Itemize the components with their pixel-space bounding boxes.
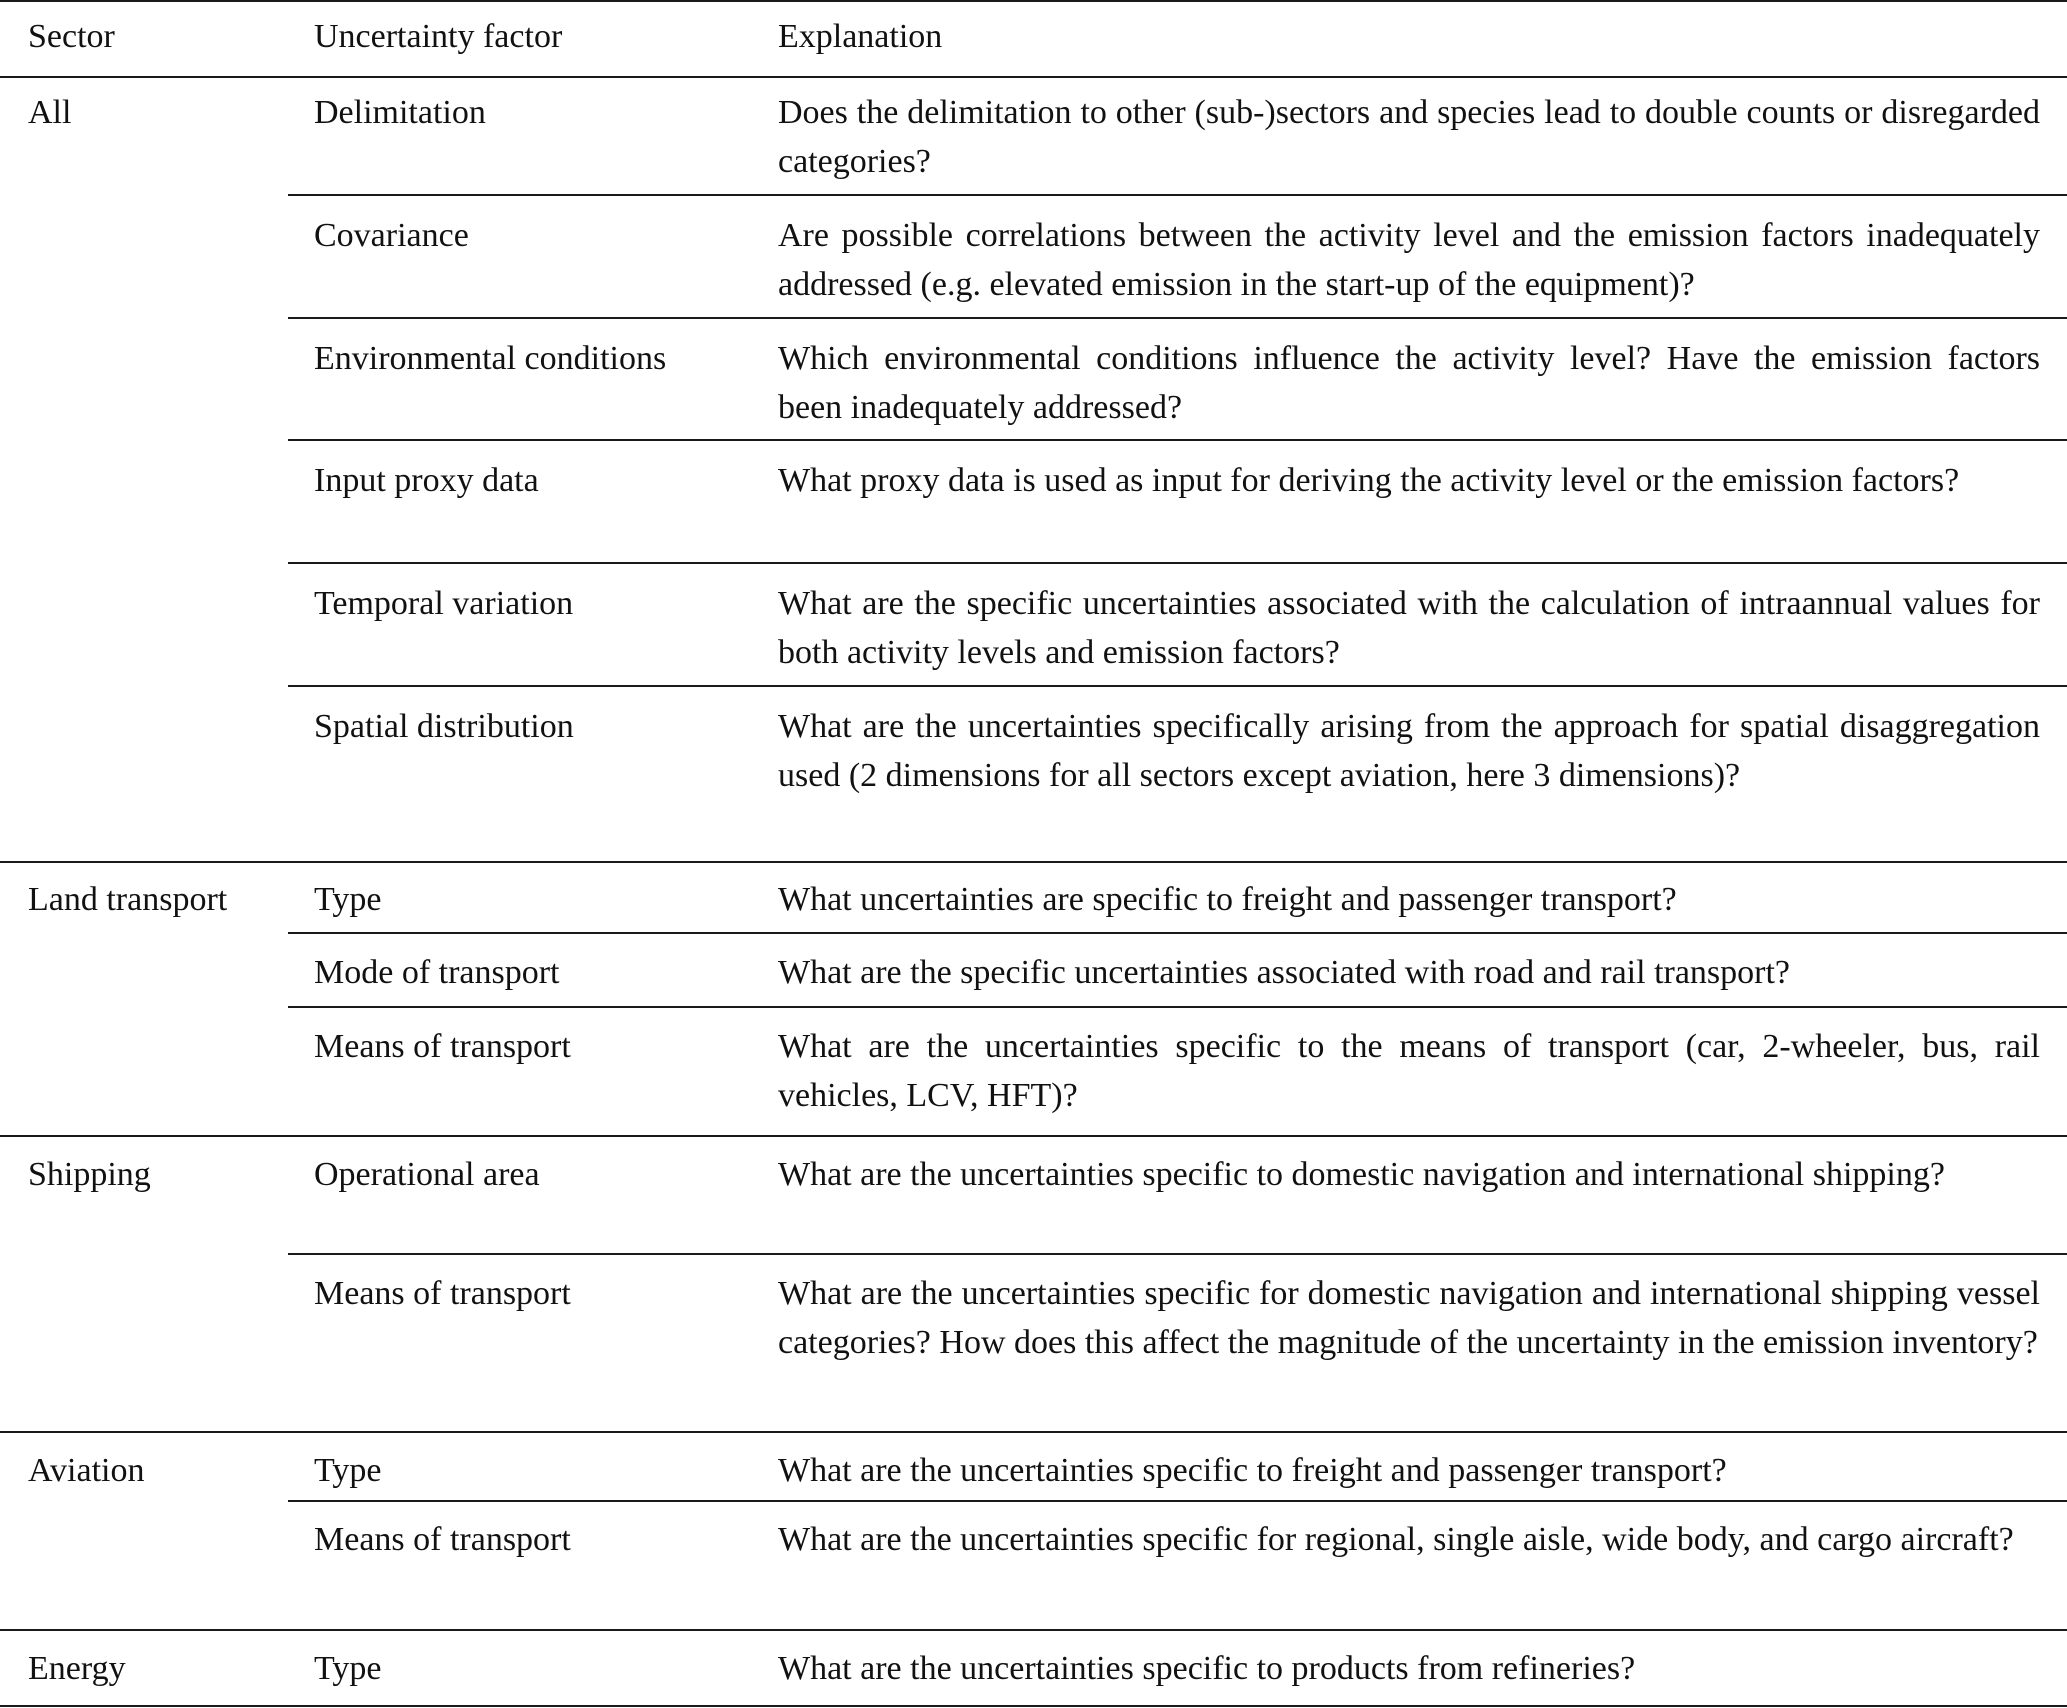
row-divider xyxy=(288,1500,2067,1502)
row-divider xyxy=(288,439,2067,441)
sector-aviation: Aviation xyxy=(28,1452,145,1489)
factor-temporal-variation: Temporal variation xyxy=(314,585,574,622)
explanation-covariance: Are possible correlations between the activity level and the emission factors inadequately addressed (e.g. elevated emission in the start-up of the equipment)? xyxy=(778,217,2040,303)
row-divider xyxy=(288,1253,2067,1255)
explanation-spatial-distribution: What are the uncertainties specifically arising from the approach for spatial disaggregation used (2 dimensions for all sectors except aviation, here 3 dimensions)? xyxy=(778,708,2040,794)
factor-input-proxy-data: Input proxy data xyxy=(314,462,539,499)
factor-covariance: Covariance xyxy=(314,217,469,254)
top-rule xyxy=(0,0,2067,2)
factor-type: Type xyxy=(314,1452,382,1489)
section-rule xyxy=(0,861,2067,863)
row-divider xyxy=(288,194,2067,196)
sector-land-transport: Land transport xyxy=(28,881,228,918)
factor-type: Type xyxy=(314,1650,382,1687)
section-rule xyxy=(0,1135,2067,1137)
explanation-means-of-transport: What are the uncertainties specific for domestic navigation and international shipping vessel categories? How does this affect the magnitude of the uncertainty in the emission inventory? xyxy=(778,1275,2040,1361)
explanation-temporal-variation: What are the specific uncertainties associated with the calculation of intraannual values for both activity levels and emission factors? xyxy=(778,585,2040,671)
row-divider xyxy=(288,1006,2067,1008)
row-divider xyxy=(288,932,2067,934)
explanation-type: What are the uncertainties specific to freight and passenger transport? xyxy=(778,1452,1727,1489)
factor-delimitation: Delimitation xyxy=(314,94,486,131)
explanation-input-proxy-data: What proxy data is used as input for deriving the activity level or the emission factors? xyxy=(778,462,1960,499)
sector-shipping: Shipping xyxy=(28,1156,151,1193)
sector-all: All xyxy=(28,94,72,131)
factor-type: Type xyxy=(314,881,382,918)
factor-operational-area: Operational area xyxy=(314,1156,540,1193)
header-uncertainty-factor: Uncertainty factor xyxy=(314,18,563,55)
header-sector: Sector xyxy=(28,18,115,55)
explanation-type: What uncertainties are specific to freight and passenger transport? xyxy=(778,881,1677,918)
factor-environmental-conditions: Environmental conditions xyxy=(314,340,667,377)
bottom-rule xyxy=(0,1705,2067,1707)
factor-mode-of-transport: Mode of transport xyxy=(314,954,560,991)
explanation-environmental-conditions: Which environmental conditions influence the activity level? Have the emission factors been inadequately addressed? xyxy=(778,340,2040,426)
explanation-means-of-transport: What are the uncertainties specific to the means of transport (car, 2-wheeler, bus, rail vehicles, LCV, HFT)? xyxy=(778,1028,2040,1114)
factor-means-of-transport: Means of transport xyxy=(314,1028,571,1065)
explanation-type: What are the uncertainties specific to products from refineries? xyxy=(778,1650,1636,1687)
row-divider xyxy=(288,685,2067,687)
sector-energy: Energy xyxy=(28,1650,126,1687)
row-divider xyxy=(288,317,2067,319)
section-rule xyxy=(0,1629,2067,1631)
row-divider xyxy=(288,562,2067,564)
factor-spatial-distribution: Spatial distribution xyxy=(314,708,574,745)
header-explanation: Explanation xyxy=(778,18,943,55)
explanation-means-of-transport: What are the uncertainties specific for regional, single aisle, wide body, and cargo aircraft? xyxy=(778,1521,2014,1558)
section-rule xyxy=(0,1431,2067,1433)
explanation-mode-of-transport: What are the specific uncertainties associated with road and rail transport? xyxy=(778,954,1791,991)
header-rule xyxy=(0,76,2067,78)
factor-means-of-transport: Means of transport xyxy=(314,1275,571,1312)
factor-means-of-transport: Means of transport xyxy=(314,1521,571,1558)
explanation-operational-area: What are the uncertainties specific to domestic navigation and international shipping? xyxy=(778,1156,1945,1193)
explanation-delimitation: Does the delimitation to other (sub-)sectors and species lead to double counts or disregarded categories? xyxy=(778,94,2040,180)
